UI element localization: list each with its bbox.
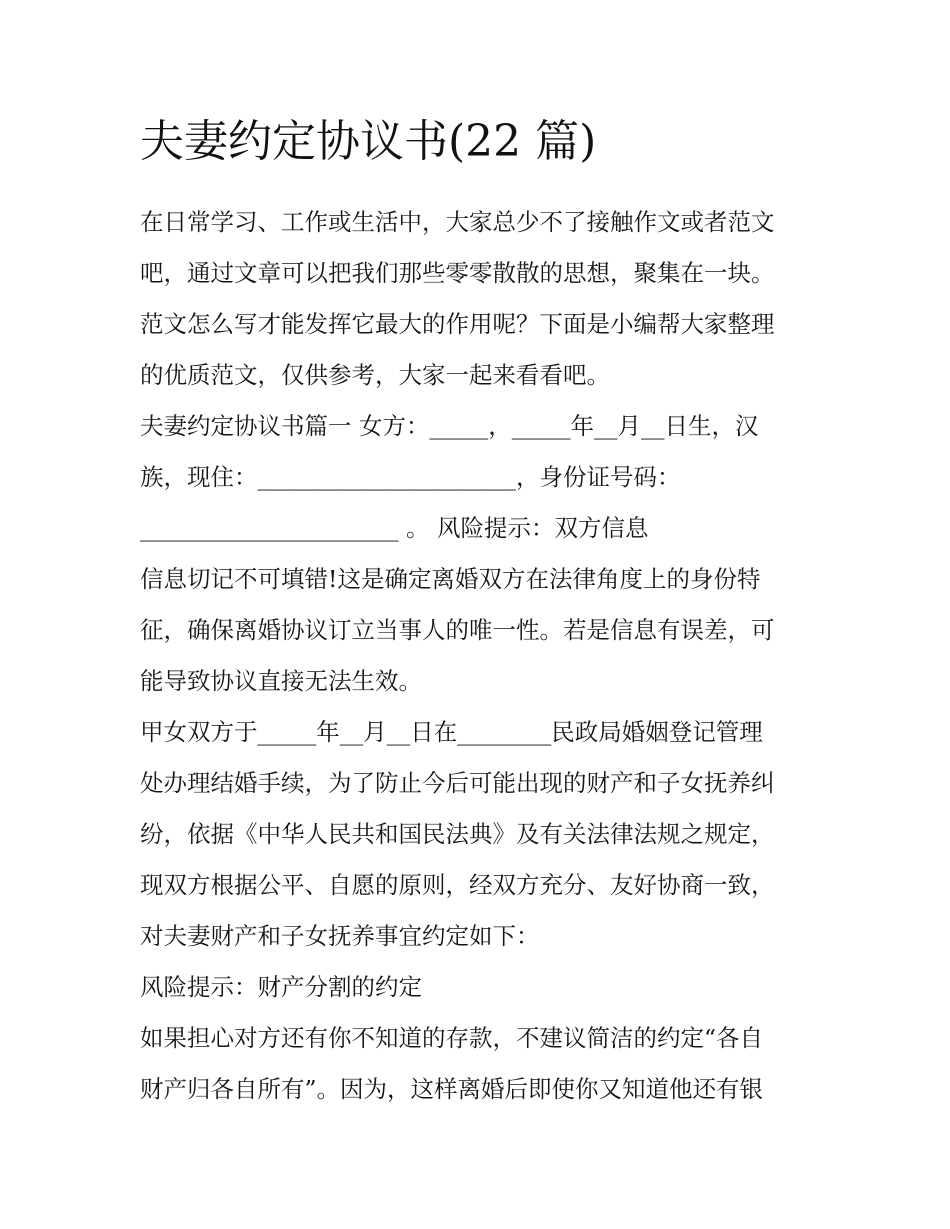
text-line: 族，现住：______________________，身份证号码： [140, 463, 681, 491]
text-line: 能导致协议直接无法生效。 [140, 667, 422, 695]
text-line: 如果担心对方还有你不知道的存款，不建议简洁的约定“各自 [140, 1024, 764, 1052]
text-line: 的优质范文，仅供参考，大家一起来看看吧。 [140, 361, 610, 389]
text-line: 征，确保离婚协议订立当事人的唯一性。若是信息有误差，可 [140, 616, 775, 644]
text-line: 信息切记不可填错!这是确定离婚双方在法律角度上的身份特 [140, 565, 761, 593]
text-line: 吧，通过文章可以把我们那些零零散散的思想，聚集在一块。 [140, 259, 775, 287]
text-line: 财产归各自所有”。因为，这样离婚后即使你又知道他还有银 [140, 1075, 764, 1103]
text-line: 甲女双方于_____年__月__日在________民政局婚姻登记管理 [140, 718, 763, 746]
text-line: 夫妻约定协议书篇一 女方：_____，_____年__月__日生，汉 [140, 412, 759, 440]
text-line: 现双方根据公平、自愿的原则，经双方充分、友好协商一致， [140, 871, 775, 899]
page-title: 夫妻约定协议书(22 篇) [140, 116, 597, 167]
text-line: 纷，依据《中华人民共和国民法典》及有关法律法规之规定， [140, 820, 775, 848]
text-line: ______________________ 。 风险提示：双方信息 [140, 514, 649, 542]
document-body [140, 197, 820, 1115]
text-line: 处办理结婚手续，为了防止今后可能出现的财产和子女抚养纠 [140, 769, 775, 797]
text-line: 范文怎么写才能发挥它最大的作用呢？下面是小编帮大家整理 [140, 310, 775, 338]
text-line: 风险提示：财产分割的约定 [140, 973, 422, 1001]
text-line: 对夫妻财产和子女抚养事宜约定如下： [140, 922, 540, 950]
text-line: 在日常学习、工作或生活中，大家总少不了接触作文或者范文 [140, 208, 775, 236]
